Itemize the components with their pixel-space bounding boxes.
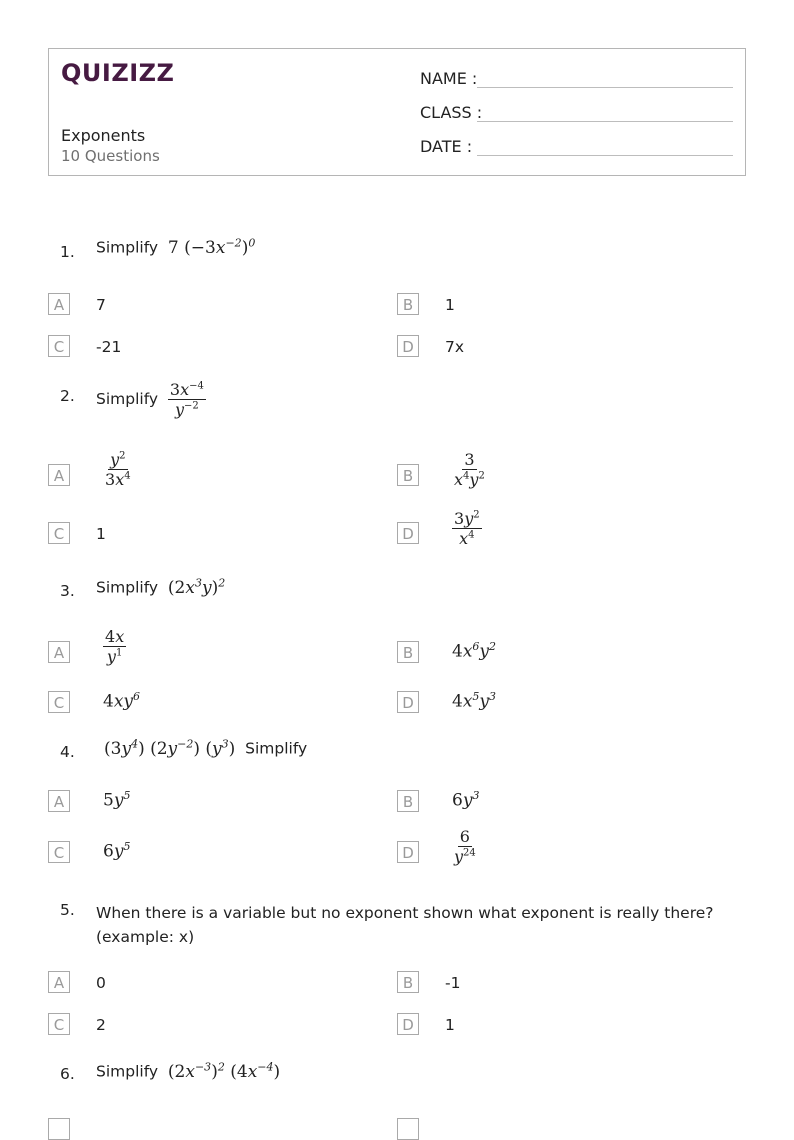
date-input-line[interactable] — [477, 137, 733, 156]
option-c[interactable]: 1 — [96, 525, 106, 543]
question-text — [104, 737, 307, 759]
option-a[interactable]: $5y^5$ — [103, 789, 131, 811]
question-prompt: Simplify — [245, 739, 308, 758]
option-b-box[interactable]: B — [397, 971, 419, 993]
option-d-box[interactable]: D — [397, 522, 419, 544]
option-a-box[interactable]: A — [48, 971, 70, 993]
question-number: 3. — [60, 582, 75, 600]
option-a[interactable]: 0 — [96, 974, 106, 992]
quizizz-logo: QUIZIZZ — [61, 59, 175, 87]
option-c[interactable]: $4xy^6$ — [103, 690, 141, 712]
name-input-line[interactable] — [477, 69, 733, 88]
option-a[interactable]: 7 — [96, 296, 106, 314]
question-text — [96, 380, 206, 419]
option-c[interactable]: -21 — [96, 338, 122, 356]
option-a-box[interactable]: A — [48, 293, 70, 315]
question-number: 2. — [60, 387, 75, 405]
option-b[interactable]: 1 — [445, 296, 455, 314]
question-line-2: (example: x) — [96, 928, 195, 946]
option-b[interactable]: $\frac{3}{x^4y^2}$ — [454, 450, 485, 490]
option-a-box[interactable]: A — [48, 790, 70, 812]
question-text — [96, 576, 225, 598]
date-label: DATE : — [420, 137, 473, 156]
question-expression: $\frac{3x^{-4}}{y^{-2}}$ — [169, 380, 204, 420]
option-d[interactable]: $4x^5y^3$ — [452, 690, 497, 712]
worksheet-header — [48, 48, 746, 176]
name-label: NAME : — [420, 69, 478, 88]
option-b[interactable]: -1 — [445, 974, 461, 992]
question-number: 4. — [60, 743, 75, 761]
option-b-box[interactable]: B — [397, 293, 419, 315]
question-number: 1. — [60, 243, 75, 261]
question-count: 10 Questions — [61, 147, 160, 165]
option-c[interactable]: 2 — [96, 1016, 106, 1034]
option-c-box[interactable]: C — [48, 1013, 70, 1035]
name-field — [420, 69, 477, 88]
option-a-box[interactable] — [48, 1118, 70, 1140]
option-d[interactable]: $\frac{6}{y^{24}}$ — [454, 827, 476, 867]
option-a[interactable]: $\frac{y^2}{3x^4}$ — [105, 450, 131, 490]
option-d-box[interactable]: D — [397, 335, 419, 357]
question-expression: $(3y^4)$ $(2y^{-2})$ $(y^3)$ — [104, 737, 236, 759]
option-c[interactable]: $6y^5$ — [103, 840, 131, 862]
question-number: 5. — [60, 901, 75, 919]
question-line-1: When there is a variable but no exponent shown what exponent is really there? — [96, 904, 714, 922]
option-d[interactable]: $\frac{3y^2}{x^4}$ — [454, 509, 480, 549]
option-d[interactable]: 1 — [445, 1016, 455, 1034]
option-c-box[interactable]: C — [48, 841, 70, 863]
class-input-line[interactable] — [477, 103, 733, 122]
question-prompt: Simplify — [96, 238, 159, 257]
option-d[interactable]: 7x — [445, 338, 465, 356]
question-expression: $(2x^3y)^2$ — [167, 576, 226, 598]
option-c-box[interactable]: C — [48, 335, 70, 357]
question-text — [96, 901, 716, 949]
option-b[interactable]: $4x^6y^2$ — [452, 640, 497, 662]
option-a-box[interactable]: A — [48, 464, 70, 486]
date-field — [420, 137, 472, 156]
question-number: 6. — [60, 1065, 75, 1083]
option-d-box[interactable]: D — [397, 841, 419, 863]
worksheet-title: Exponents — [61, 126, 146, 145]
option-b-box[interactable]: B — [397, 641, 419, 663]
class-field — [420, 103, 482, 122]
question-text — [96, 236, 255, 258]
option-d-box[interactable]: D — [397, 691, 419, 713]
option-b[interactable]: $6y^3$ — [452, 789, 480, 811]
option-d-box[interactable]: D — [397, 1013, 419, 1035]
question-expression: 7 $(-3x^{-2})^0$ — [167, 236, 256, 258]
option-a[interactable]: $\frac{4x}{y^1}$ — [105, 627, 125, 667]
option-b-box[interactable]: B — [397, 790, 419, 812]
question-expression: $(2x^{-3})^2$ $(4x^{-4})$ — [167, 1060, 281, 1082]
question-prompt: Simplify — [96, 1062, 159, 1081]
class-label: CLASS : — [420, 103, 483, 122]
option-c-box[interactable]: C — [48, 522, 70, 544]
option-a-box[interactable]: A — [48, 641, 70, 663]
question-text — [96, 1060, 280, 1082]
option-c-box[interactable]: C — [48, 691, 70, 713]
question-prompt: Simplify — [96, 390, 159, 409]
question-prompt: Simplify — [96, 578, 159, 597]
option-b-box[interactable]: B — [397, 464, 419, 486]
option-b-box[interactable] — [397, 1118, 419, 1140]
